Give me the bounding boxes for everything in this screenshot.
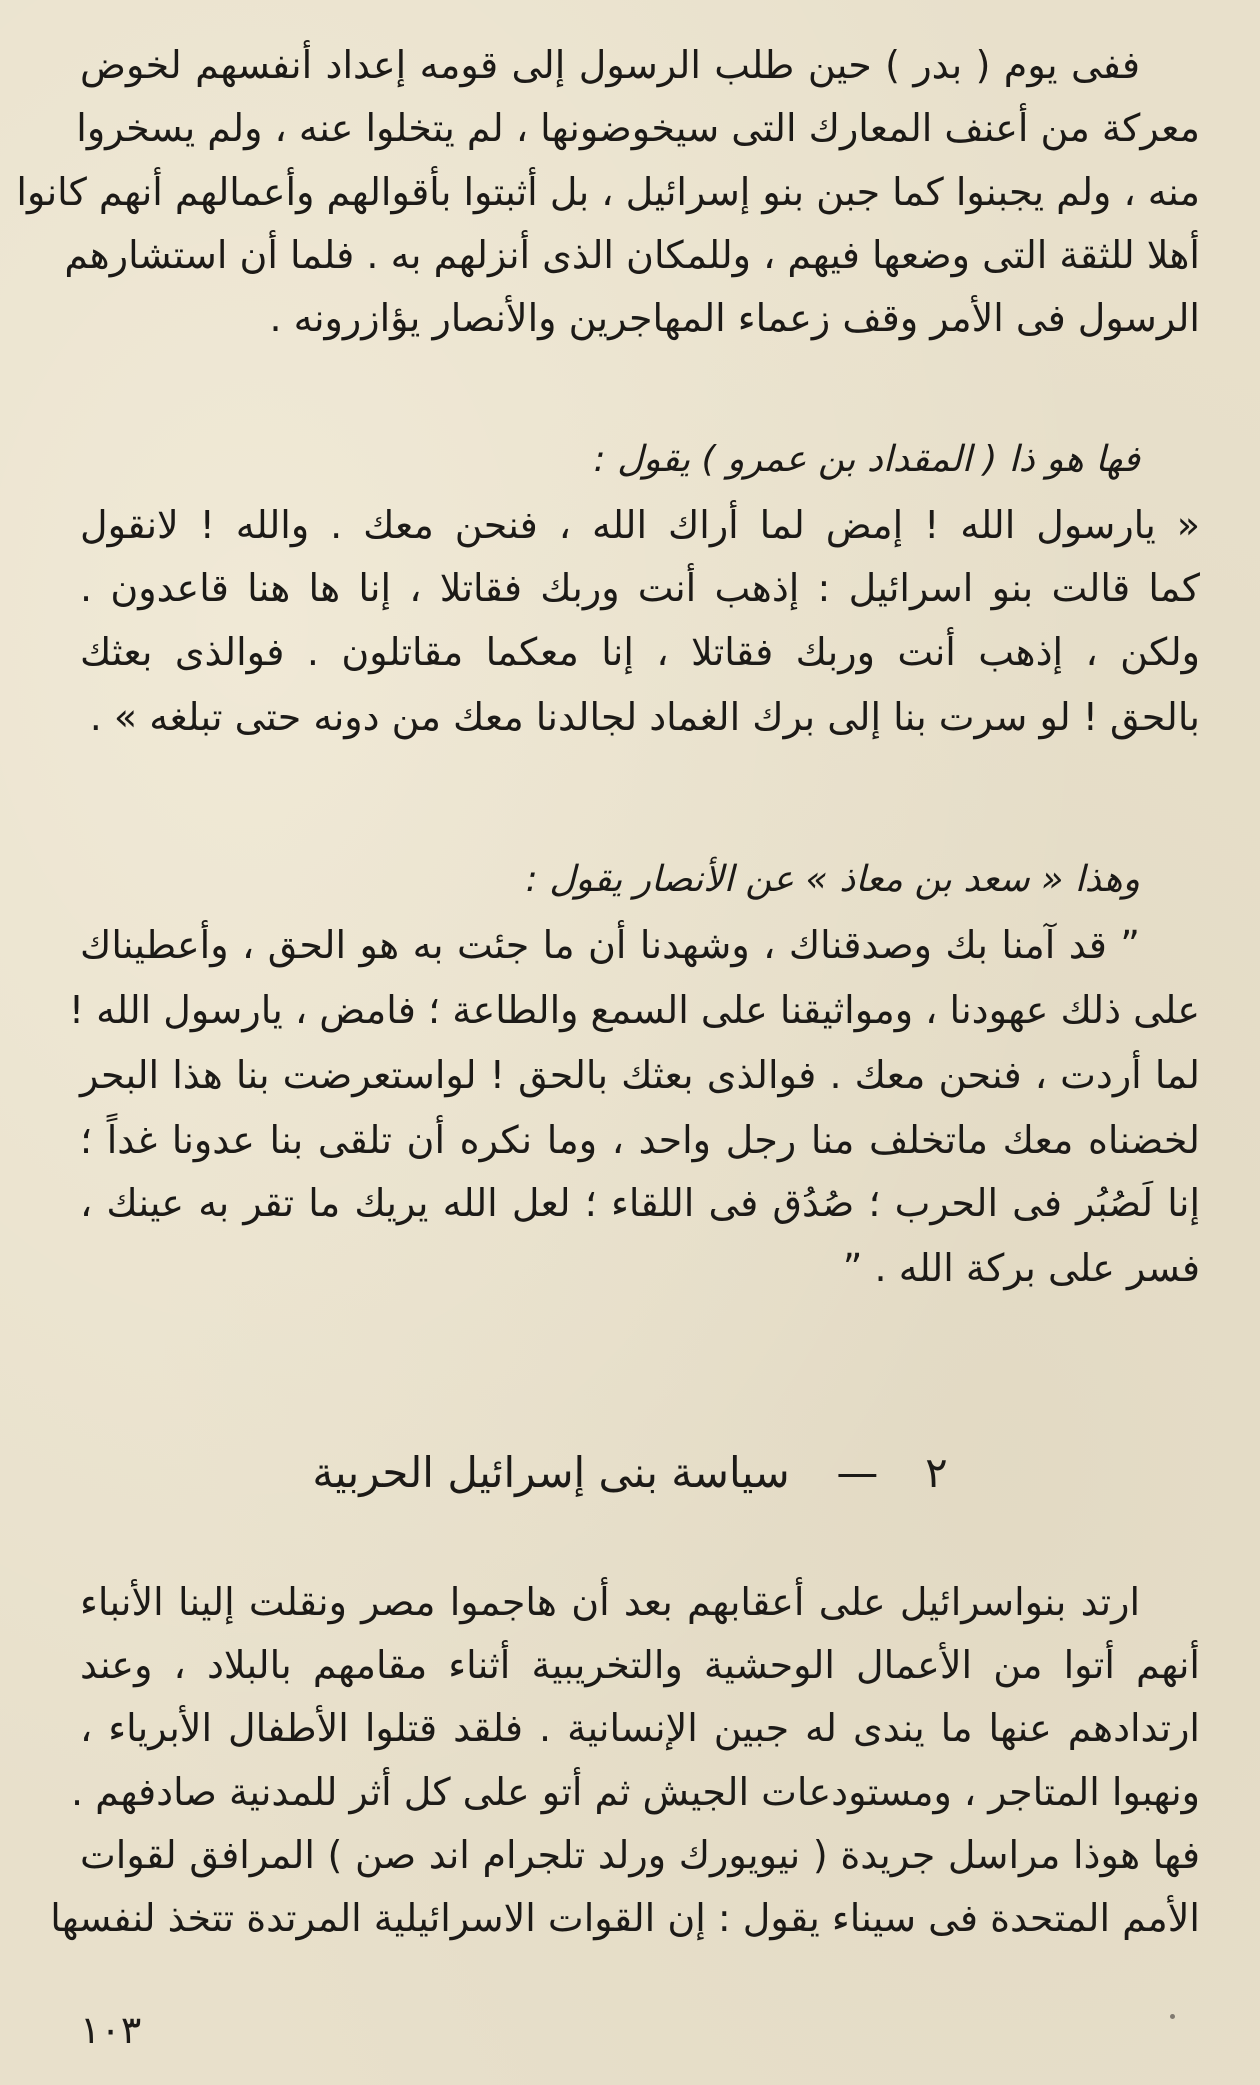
- section-heading: [0, 1445, 1260, 1501]
- text-line: ارتدادهم عنها ما يندى له جبين الإنسانية . فلقد قتلوا الأطفال الأبرياء ،: [80, 1706, 1200, 1750]
- quote-line: « يارسول الله ! إمض لما أراك الله ، فنحن معك . والله ! لانقول: [80, 503, 1200, 547]
- quote-line: إنا لَصُبُر فى الحرب ؛ صُدُق فى اللقاء ؛ لعل الله يريك ما تقر به عينك ،: [80, 1181, 1200, 1225]
- text-line: ارتد بنواسرائيل على أعقابهم بعد أن هاجموا مصر ونقلت إلينا الأنباء: [80, 1580, 1140, 1624]
- text-line: أهلا للثقة التى وضعها فيهم ، وللمكان الذى أنزلهم به . فلما أن استشارهم: [64, 233, 1200, 277]
- quote-line: لما أردت ، فنحن معك . فوالذى بعثك بالحق ! لواستعرضت بنا هذا البحر: [80, 1053, 1200, 1097]
- text-line: ونهبوا المتاجر ، ومستودعات الجيش ثم أتو على كل أثر للمدنية صادفهم .: [71, 1770, 1200, 1814]
- text-line: الأمم المتحدة فى سيناء يقول : إن القوات الاسرائيلية المرتدة تتخذ لنفسها: [50, 1896, 1200, 1940]
- page-number: ١٠٣: [80, 2008, 142, 2052]
- quote-line: ” قد آمنا بك وصدقناك ، وشهدنا أن ما جئت به هو الحق ، وأعطيناك: [80, 923, 1140, 967]
- scan-speck: [1170, 2014, 1175, 2019]
- quote-line: على ذلك عهودنا ، ومواثيقنا على السمع والطاعة ؛ فامض ، يارسول الله !: [68, 988, 1200, 1032]
- text-line: فها هوذا مراسل جريدة ( نيويورك ورلد تلجرام اند صن ) المرافق لقوات: [80, 1833, 1200, 1877]
- quote-line: بالحق ! لو سرت بنا إلى برك الغماد لجالدنا معك من دونه حتى تبلغه » .: [89, 695, 1200, 739]
- quote-line: لخضناه معك ماتخلف منا رجل واحد ، وما نكره أن تلقى بنا عدونا غداً ؛: [80, 1118, 1200, 1162]
- quote-line: كما قالت بنو اسرائيل : إذهب أنت وربك فقاتلا ، إنا ها هنا قاعدون .: [80, 566, 1200, 610]
- text-line: أنهم أتوا من الأعمال الوحشية والتخريبية أثناء مقامهم بالبلاد ، وعند: [80, 1643, 1200, 1687]
- quote-line: فسر على بركة الله . ”: [842, 1246, 1200, 1290]
- section-number: ٢: [925, 1448, 948, 1497]
- text-line: الرسول فى الأمر وقف زعماء المهاجرين والأنصار يؤازرونه .: [269, 296, 1200, 340]
- text-line: منه ، ولم يجبنوا كما جبن بنو إسرائيل ، بل أثبتوا بأقوالهم وأعمالهم أنهم كانوا: [16, 170, 1200, 214]
- text-line: معركة من أعنف المعارك التى سيخوضونها ، لم يتخلوا عنه ، ولم يسخروا: [76, 106, 1200, 150]
- text-line: ففى يوم ( بدر ) حين طلب الرسول إلى قومه إعداد أنفسهم لخوض: [80, 43, 1140, 87]
- subheading-miqdad: فها هو ذا ( المقداد بن عمرو ) يقول :: [593, 439, 1140, 480]
- subheading-saad: وهذا « سعد بن معاذ » عن الأنصار يقول :: [525, 859, 1140, 900]
- section-dash: —: [836, 1448, 879, 1497]
- section-title: سياسة بنى إسرائيل الحربية: [312, 1448, 790, 1497]
- quote-line: ولكن ، إذهب أنت وربك فقاتلا ، إنا معكما مقاتلون . فوالذى بعثك: [80, 630, 1200, 674]
